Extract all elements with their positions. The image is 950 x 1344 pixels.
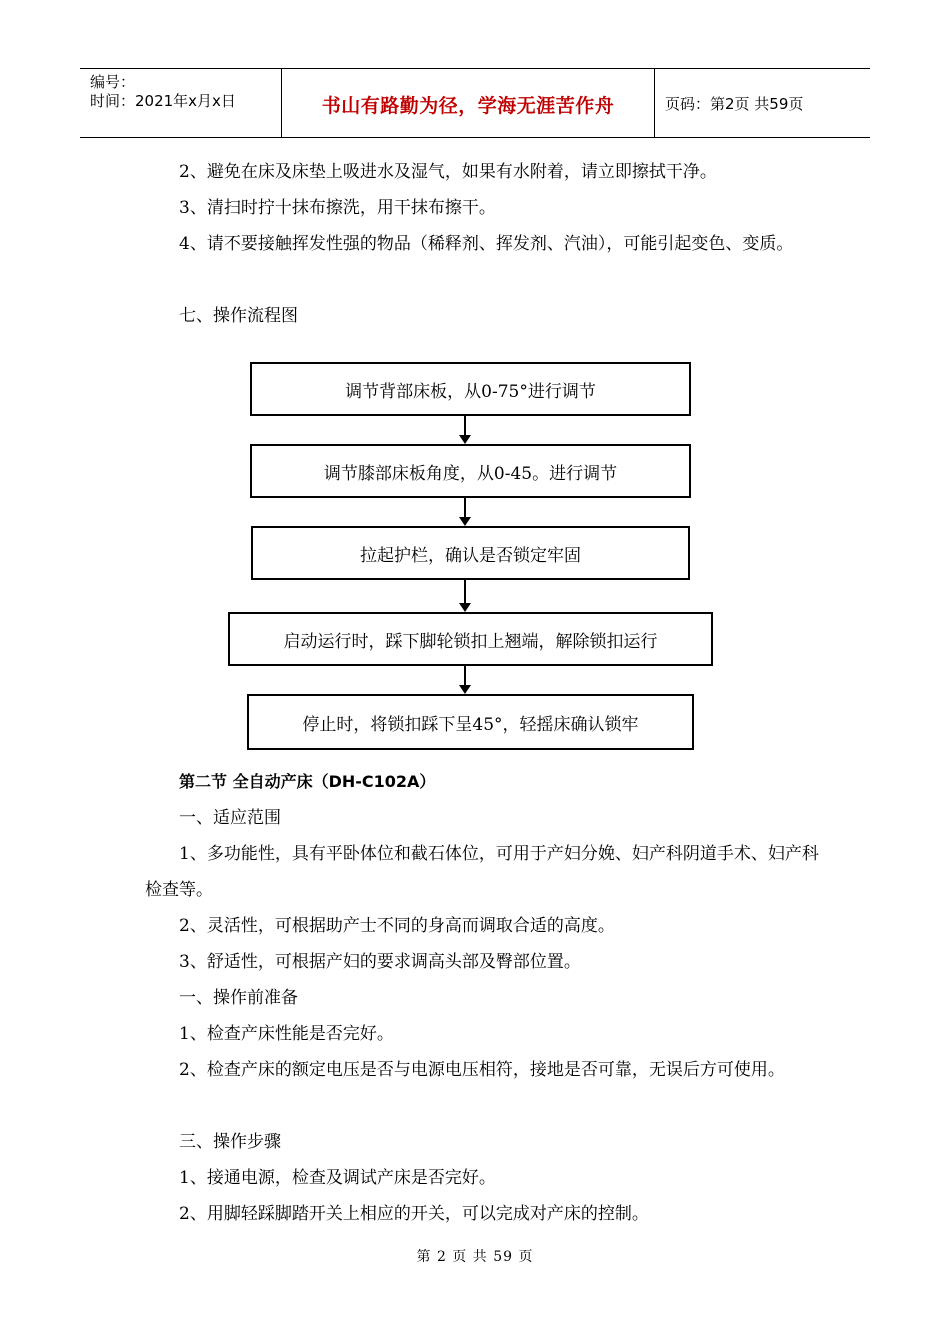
- paragraph: 2、避免在床及床垫上吸进水及湿气，如果有水附着，请立即擦拭干净。: [179, 162, 717, 182]
- flow-arrow-icon: [459, 416, 471, 444]
- header-divider: [654, 69, 655, 137]
- subheading: 三、操作步骤: [179, 1132, 281, 1152]
- header-meta: [90, 73, 280, 111]
- flowchart-step: 调节膝部床板角度，从0-45。进行调节: [250, 444, 691, 498]
- paragraph: 1、检查产床性能是否完好。: [179, 1024, 394, 1044]
- flowchart-step: 调节背部床板，从0-75°进行调节: [250, 362, 691, 416]
- header-page-label: 页码：第2页 共59页: [665, 95, 804, 113]
- paragraph: 3、清扫时拧十抹布擦洗，用干抹布擦干。: [179, 198, 496, 218]
- paragraph: 2、用脚轻踩脚踏开关上相应的开关，可以完成对产床的控制。: [179, 1204, 649, 1224]
- paragraph: 2、灵活性，可根据助产士不同的身高而调取合适的高度。: [179, 916, 615, 936]
- section-heading: 第二节 全自动产床（DH-C102A）: [179, 772, 436, 791]
- flow-arrow-icon: [459, 666, 471, 694]
- subheading: 一、适应范围: [179, 808, 281, 828]
- page-header: [80, 68, 870, 138]
- header-date-label: 时间：2021年x月x日: [90, 92, 236, 110]
- header-motto: 书山有路勤为径，学海无涯苦作舟: [321, 95, 615, 117]
- subheading: 一、操作前准备: [179, 988, 298, 1008]
- paragraph: 1、接通电源，检查及调试产床是否完好。: [179, 1168, 496, 1188]
- flow-arrow-icon: [459, 580, 471, 612]
- paragraph: 2、检查产床的额定电压是否与电源电压相符，接地是否可靠，无误后方可使用。: [179, 1060, 785, 1080]
- page-footer: 第 2 页 共 59 页: [416, 1249, 534, 1265]
- paragraph: 4、请不要接触挥发性强的物品（稀释剂、挥发剂、汽油），可能引起变色、变质。: [179, 234, 794, 254]
- flowchart-step: 拉起护栏，确认是否锁定牢固: [251, 526, 690, 580]
- paragraph: 1、多功能性，具有平卧体位和截石体位，可用于产妇分娩、妇产科阴道手术、妇产科检查等。: [145, 844, 819, 900]
- flowchart-step: 停止时，将锁扣踩下呈45°，轻摇床确认锁牢: [247, 694, 694, 750]
- flowchart-step: 启动运行时，踩下脚轮锁扣上翘端，解除锁扣运行: [228, 612, 713, 666]
- subheading: 七、操作流程图: [179, 306, 298, 326]
- flow-arrow-icon: [459, 498, 471, 526]
- paragraph: 3、舒适性，可根据产妇的要求调高头部及臀部位置。: [179, 952, 581, 972]
- header-number-label: 编号：: [90, 73, 136, 91]
